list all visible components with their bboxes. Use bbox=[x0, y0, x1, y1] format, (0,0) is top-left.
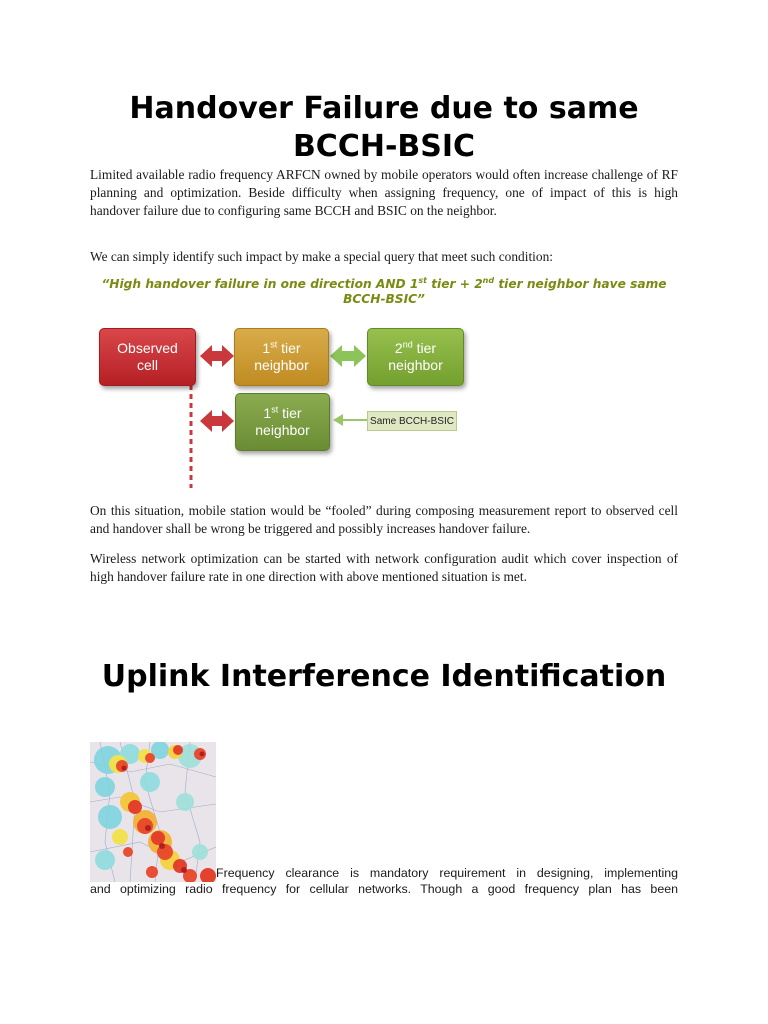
paragraph-frequency-clearance-line1: Frequency clearance is mandatory requirement in designing, implementing bbox=[216, 866, 678, 880]
paragraph-frequency-clearance-line2: and optimizing radio frequency for cellular networks. Though a good frequency plan has been bbox=[90, 882, 678, 896]
double-arrow-icon bbox=[330, 345, 366, 367]
section-title-handover: Handover Failure due to same BCCH-BSIC bbox=[129, 91, 639, 164]
double-arrow-icon bbox=[200, 410, 234, 432]
double-arrow-icon bbox=[200, 345, 234, 367]
first-tier-neighbor-box: 1st tier neighbor bbox=[234, 328, 329, 386]
interference-heatmap-image bbox=[90, 742, 216, 882]
same-bcch-bsic-label: Same BCCH-BSIC bbox=[367, 411, 457, 431]
query-condition-quote: “High handover failure in one direction AND 1st tier + 2nd tier neighbor have same BCCH-BSIC” bbox=[101, 275, 667, 306]
observed-cell-box: Observed cell bbox=[99, 328, 196, 386]
heatmap-map bbox=[90, 742, 216, 882]
paragraph-fooled: On this situation, mobile station would be “fooled” during composing measurement report to observed cell and handover shall be wrong be triggered and possibly increases handover failure. bbox=[90, 503, 678, 536]
second-tier-neighbor-box: 2nd tier neighbor bbox=[367, 328, 464, 386]
section-title-uplink: Uplink Interference Identification bbox=[101, 659, 667, 694]
paragraph-limited-arfcn: Limited available radio frequency ARFCN owned by mobile operators would often increase challenge of RF planning and optimization. Beside difficulty when assigning frequency, one of impact of this is high handover failure due to configuring same BCCH and BSIC on the neighbor. bbox=[90, 167, 678, 218]
first-tier-neighbor-lower-box: 1st tier neighbor bbox=[235, 393, 330, 451]
paragraph-special-query: We can simply identify such impact by make a special query that meet such condition: bbox=[90, 249, 553, 264]
paragraph-network-audit: Wireless network optimization can be started with network configuration audit which cover inspection of high handover failure rate in one direction with above mentioned situation is met. bbox=[90, 551, 678, 584]
arrow-head-icon bbox=[333, 414, 343, 426]
